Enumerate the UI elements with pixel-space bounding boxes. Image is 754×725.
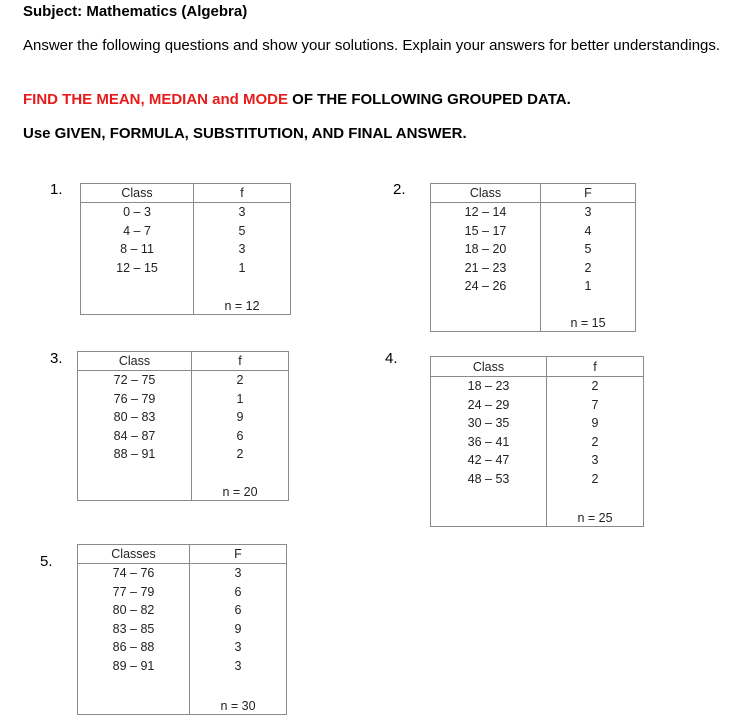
frequency-cell: 2 <box>192 445 289 464</box>
class-cell: 86 – 88 <box>78 638 190 657</box>
class-cell: 48 – 53 <box>431 470 547 489</box>
frequency-cell: 2 <box>547 377 644 396</box>
instructions-text: Answer the following questions and show your solutions. Explain your answers for better understandings. <box>23 37 721 54</box>
frequency-header: F <box>190 545 287 564</box>
class-cell: 21 – 23 <box>431 259 541 278</box>
problem-1-number: 1. <box>50 181 63 198</box>
task-highlight: FIND THE MEAN, MEDIAN and MODE <box>23 91 288 108</box>
problem-4-number: 4. <box>385 350 398 367</box>
frequency-cell: 7 <box>547 396 644 415</box>
frequency-header: f <box>194 184 291 203</box>
frequency-cell: 3 <box>194 240 291 259</box>
class-cell: 76 – 79 <box>78 390 192 409</box>
task-rest: OF THE FOLLOWING GROUPED DATA. <box>292 91 571 108</box>
class-cell: 88 – 91 <box>78 445 192 464</box>
class-header: Classes <box>78 545 190 564</box>
class-cell: 74 – 76 <box>78 564 190 583</box>
total-cell: n = 25 <box>547 488 644 526</box>
class-cell: 24 – 26 <box>431 277 541 296</box>
method-instruction: Use GIVEN, FORMULA, SUBSTITUTION, AND FINAL ANSWER. <box>23 125 467 142</box>
frequency-cell: 1 <box>192 390 289 409</box>
class-cell: 18 – 20 <box>431 240 541 259</box>
total-cell: n = 15 <box>541 296 636 332</box>
class-cell: 80 – 82 <box>78 601 190 620</box>
frequency-cell: 2 <box>547 470 644 489</box>
frequency-cell: 6 <box>192 427 289 446</box>
frequency-cell: 3 <box>190 638 287 657</box>
class-cell: 4 – 7 <box>81 222 194 241</box>
class-cell: 36 – 41 <box>431 433 547 452</box>
subject-heading: Subject: Mathematics (Algebra) <box>23 3 248 20</box>
problem-5-table <box>77 544 287 715</box>
frequency-cell: 5 <box>541 240 636 259</box>
class-cell: 12 – 15 <box>81 259 194 278</box>
problem-2-table <box>430 183 636 332</box>
class-cell: 8 – 11 <box>81 240 194 259</box>
class-cell: 72 – 75 <box>78 371 192 390</box>
empty-cell <box>431 296 541 332</box>
class-cell: 89 – 91 <box>78 657 190 676</box>
frequency-cell: 1 <box>194 259 291 278</box>
frequency-cell: 3 <box>547 451 644 470</box>
class-cell: 80 – 83 <box>78 408 192 427</box>
problem-3-table <box>77 351 289 501</box>
task-heading <box>23 91 571 108</box>
frequency-cell: 6 <box>190 601 287 620</box>
frequency-cell: 5 <box>194 222 291 241</box>
class-cell: 24 – 29 <box>431 396 547 415</box>
class-cell: 83 – 85 <box>78 620 190 639</box>
frequency-cell: 9 <box>547 414 644 433</box>
problem-5-number: 5. <box>40 553 53 570</box>
class-cell: 12 – 14 <box>431 203 541 222</box>
class-cell: 30 – 35 <box>431 414 547 433</box>
class-header: Class <box>78 352 192 371</box>
frequency-header: f <box>192 352 289 371</box>
class-cell: 42 – 47 <box>431 451 547 470</box>
frequency-cell: 3 <box>541 203 636 222</box>
problem-4-table <box>430 356 644 527</box>
frequency-cell: 9 <box>192 408 289 427</box>
problem-2-number: 2. <box>393 181 406 198</box>
class-header: Class <box>81 184 194 203</box>
frequency-cell: 2 <box>541 259 636 278</box>
frequency-cell: 6 <box>190 583 287 602</box>
empty-cell <box>78 464 192 501</box>
class-cell: 15 – 17 <box>431 222 541 241</box>
frequency-cell: 4 <box>541 222 636 241</box>
class-header: Class <box>431 357 547 377</box>
frequency-cell: 9 <box>190 620 287 639</box>
frequency-header: f <box>547 357 644 377</box>
frequency-cell: 3 <box>190 657 287 676</box>
class-header: Class <box>431 184 541 203</box>
total-cell: n = 30 <box>190 675 287 714</box>
class-cell: 0 – 3 <box>81 203 194 222</box>
problem-3-number: 3. <box>50 350 63 367</box>
class-cell: 77 – 79 <box>78 583 190 602</box>
empty-cell <box>431 488 547 526</box>
frequency-cell: 3 <box>194 203 291 222</box>
class-cell: 18 – 23 <box>431 377 547 396</box>
frequency-cell: 1 <box>541 277 636 296</box>
total-cell: n = 12 <box>194 277 291 314</box>
frequency-cell: 2 <box>547 433 644 452</box>
class-cell: 84 – 87 <box>78 427 192 446</box>
problem-1-table <box>80 183 291 315</box>
frequency-cell: 2 <box>192 371 289 390</box>
total-cell: n = 20 <box>192 464 289 501</box>
empty-cell <box>81 277 194 314</box>
frequency-header: F <box>541 184 636 203</box>
frequency-cell: 3 <box>190 564 287 583</box>
empty-cell <box>78 675 190 714</box>
